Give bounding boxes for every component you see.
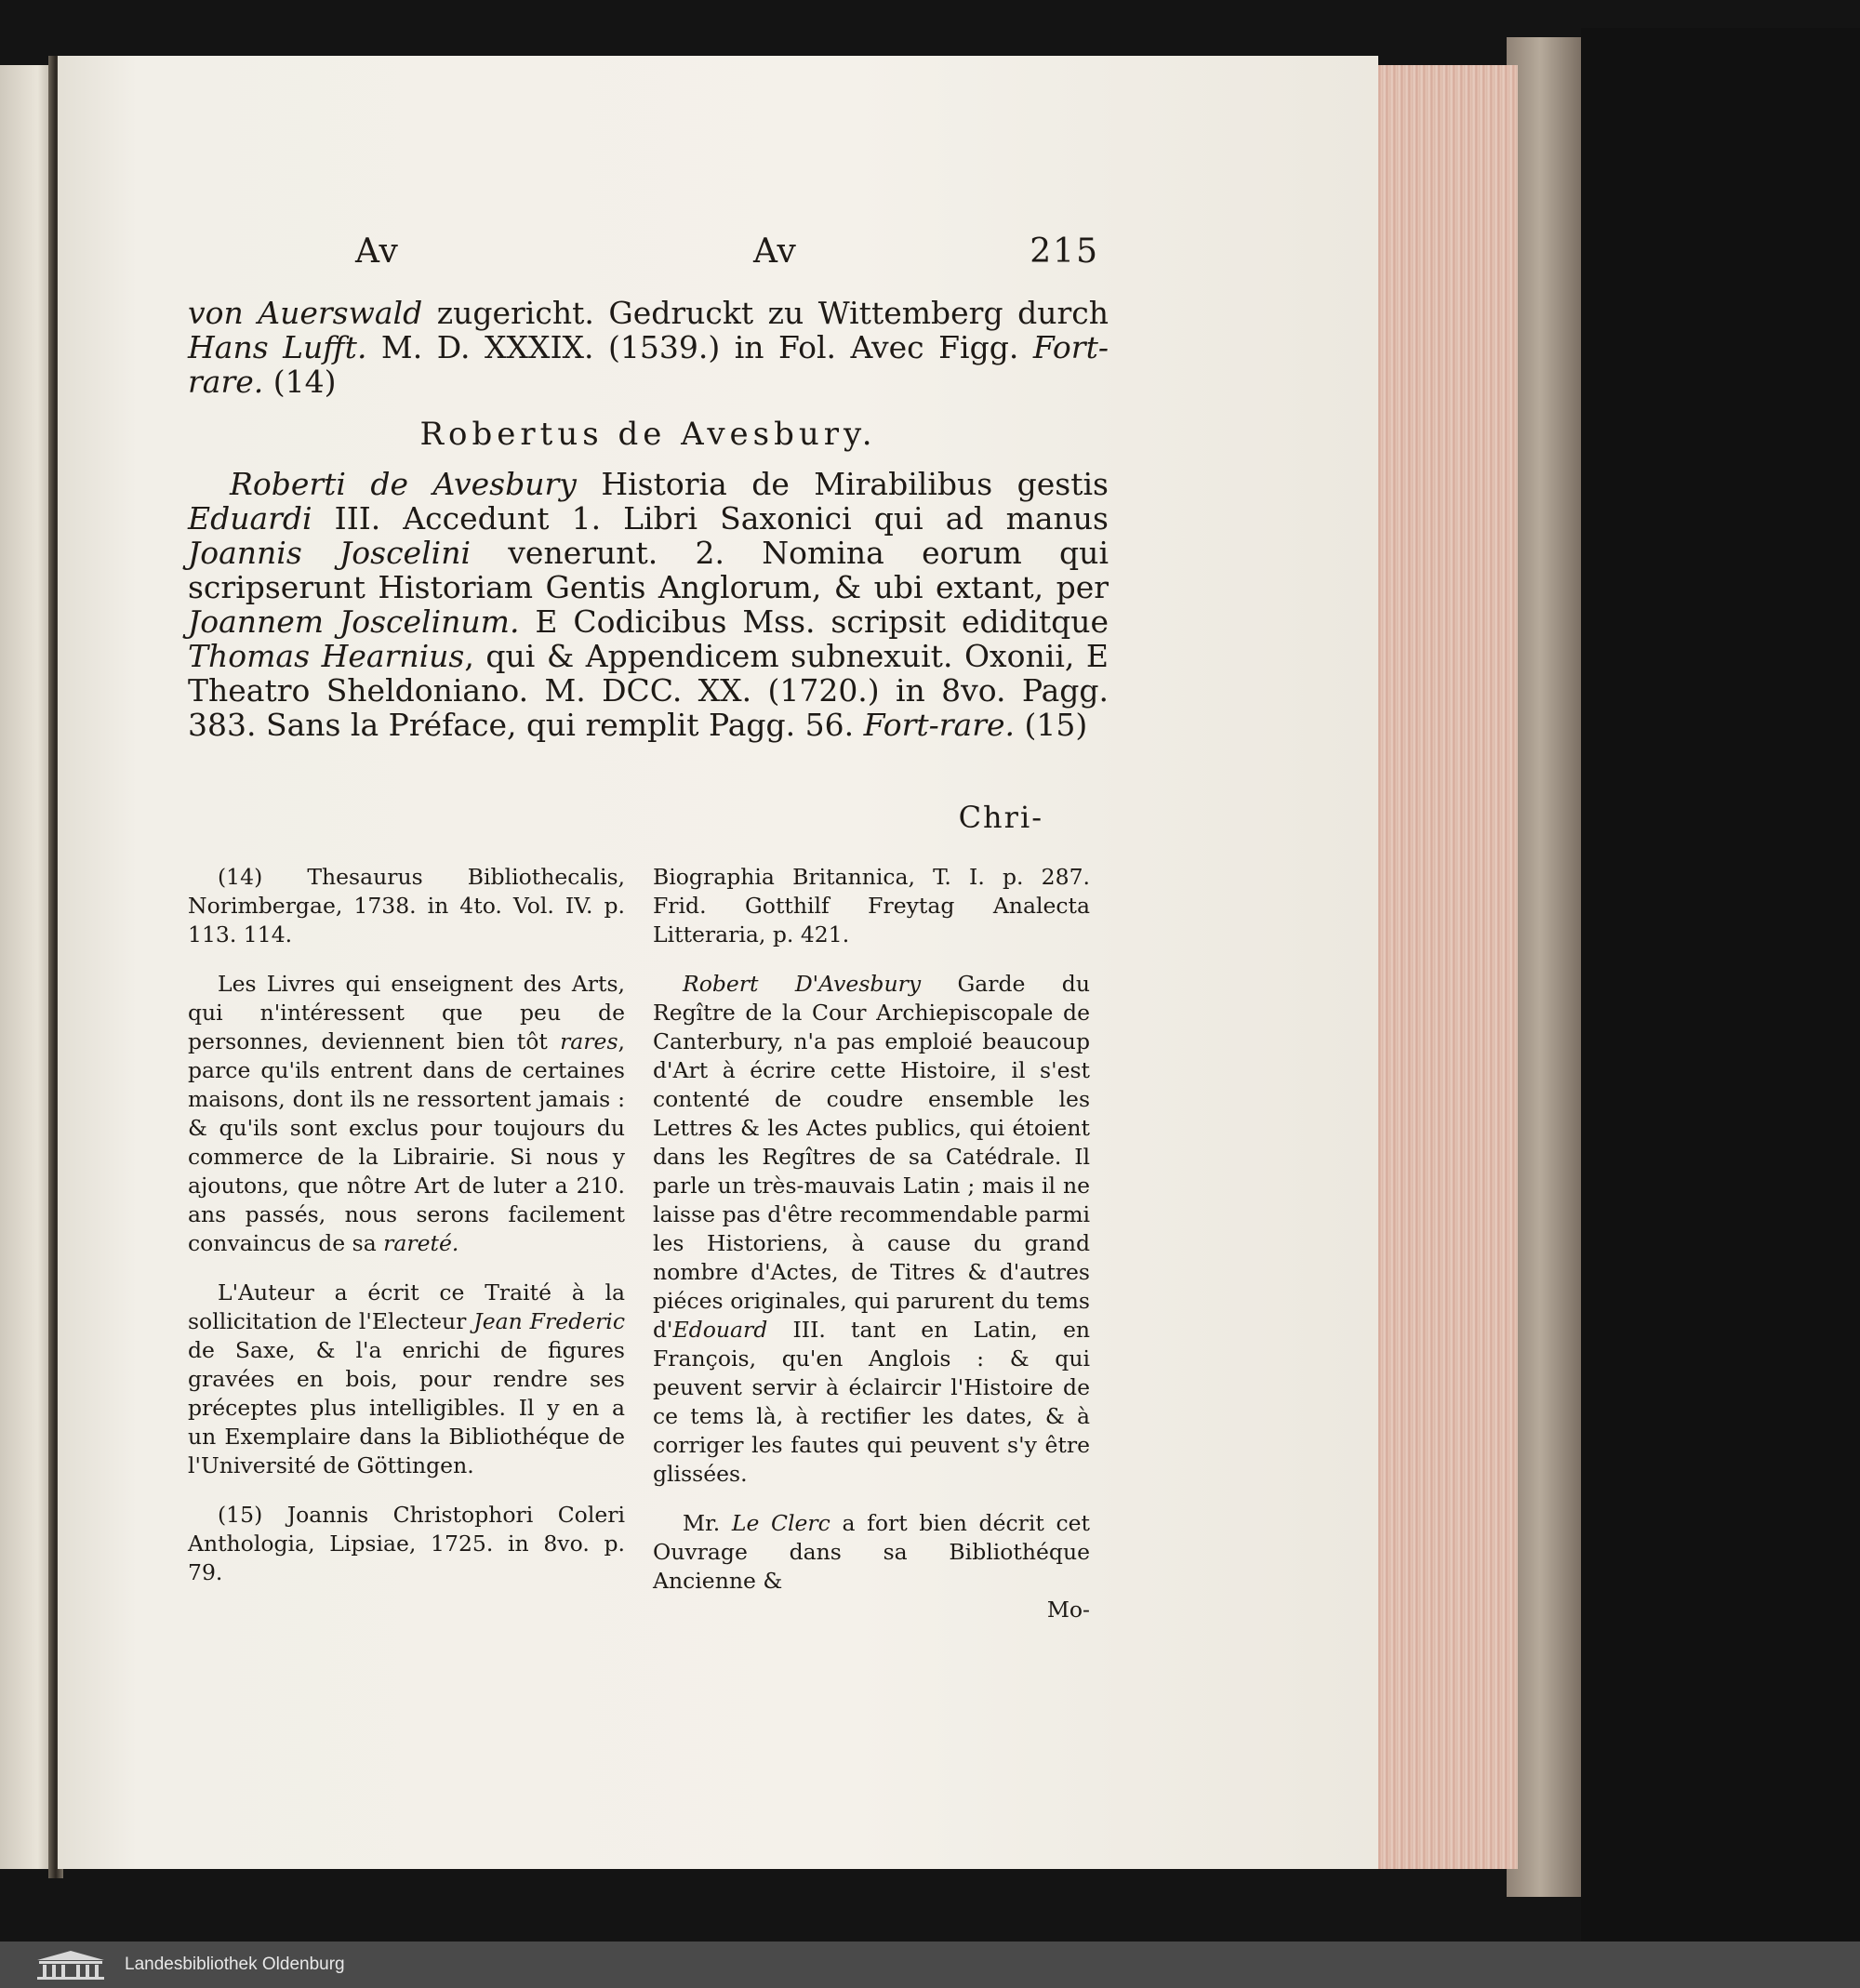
page-number: 215 (1030, 232, 1099, 271)
bibliographic-entry (188, 467, 1109, 742)
italic-run: Jean Frederic (473, 1308, 625, 1334)
footnotes-left-column (188, 863, 625, 1608)
running-head-left: Av (355, 232, 399, 271)
main-text (188, 296, 1109, 742)
text-run: III. tant en Latin, en François, qu'en Anglois : & qui peuvent servir à éclaircir l'Histoire de ce tems là, à rectifier les dates, & à corriger les fautes qui peuvent s'y être glissées. (653, 1317, 1090, 1487)
page-block-edge (1360, 65, 1518, 1869)
text-run: (14) (263, 364, 337, 400)
footnotes-right-column (653, 863, 1090, 1645)
background (1581, 28, 1860, 1943)
text-run: (15) Joannis Christophori Coleri Anthologia, Lipsiae, 1725. in 8vo. p. 79. (188, 1502, 625, 1585)
italic-run: Le Clerc (731, 1510, 830, 1536)
note-rarity (188, 970, 625, 1258)
note-le-clerc (653, 1509, 1090, 1596)
italic-run: Fort-rare. (188, 329, 1109, 400)
text-run: Les Livres qui enseignent des Arts, qui n'intéressent que peu de personnes, deviennent bien tôt (188, 971, 625, 1054)
running-head-center: Av (753, 232, 797, 271)
footnote-14 (188, 863, 625, 949)
text-run: venerunt. 2. Nomina eorum qui scripserunt Historiam Gentis Anglorum, & ubi extant, per (188, 535, 1109, 605)
text-run: de Saxe, & l'a enrichi de figures gravées en bois, pour rendre ses préceptes plus intelligibles. Il y en a un Exemplaire dans la Bibliothéque de l'Université de Göttingen. (188, 1337, 625, 1478)
text-run: Garde du Regître de la Cour Archiepiscopale de Canterbury, n'a pas emploié beaucoup d'Art à écrire cette Histoire, il s'est contenté de coudre ensemble les Lettres & les Actes publics, qui étoient dans les Regîtres de sa Catédrale. Il parle un très-mauvais Latin ; mais il ne laisse pas d'être recommendable parmi les Historiens, à cause du grand nombre d'Actes, de Titres & d'autres piéces originales, qui parurent du tems d' (653, 971, 1090, 1343)
italic-run: Eduardi (188, 500, 312, 537)
text-run: (14) Thesaurus Bibliothecalis, Norimbergae, 1738. in 4to. Vol. IV. p. 113. 114. (188, 864, 625, 948)
text-run: , qui & Appendicem subnexuit. Oxonii, E Theatro Sheldoniano. M. DCC. XX. (1720.) in 8vo. Pagg. 383. Sans la Préface, qui remplit Pagg. 56. (188, 638, 1109, 743)
text-run: Historia de Mirabilibus gestis (576, 466, 1109, 502)
library-name: Landesbibliothek Oldenburg (125, 1955, 345, 1974)
text-run: E Codicibus Mss. scripsit ediditque (519, 603, 1109, 640)
text-run: a fort bien décrit cet Ouvrage dans sa Bibliothéque Ancienne & (653, 1510, 1090, 1594)
italic-run: Robert D'Avesbury (683, 971, 922, 997)
catchword: Chri- (958, 800, 1043, 835)
note-avesbury (653, 970, 1090, 1489)
italic-run: Joannem Joscelinum. (188, 603, 520, 640)
footnote-continuation (653, 863, 1090, 949)
entry-continuation (188, 296, 1109, 399)
text-run: Biographia Britannica, T. I. p. 287. Frid. Gotthilf Freytag Analecta Litteraria, p. 421. (653, 864, 1090, 948)
text-run: (15) (1015, 707, 1088, 743)
italic-run: von (188, 295, 259, 331)
library-footer (0, 1942, 1860, 1988)
italic-run: Auerswald (258, 295, 423, 331)
entry-heading: Robertus de Avesbury. (419, 416, 877, 453)
italic-run: rares (560, 1028, 618, 1054)
left-page-edge (0, 65, 54, 1869)
text-run: M. D. XXXIX. (1539.) in Fol. Avec Figg. (366, 329, 1033, 365)
book-board (1507, 37, 1590, 1897)
italic-run: Hans Lufft. (188, 329, 367, 365)
text-run: zugericht. Gedruckt zu Wittemberg durch (422, 295, 1109, 331)
italic-run: Joannis Joscelini (188, 535, 471, 571)
text-run: L'Auteur a écrit ce Traité à la sollicitation de l'Electeur (188, 1279, 625, 1334)
italic-run: Fort-rare. (863, 707, 1016, 743)
text-run: , parce qu'ils entrent dans de certaines maisons, dont ils ne ressortent jamais : & qu'ils sont exclus pour toujours du commerce de la Librairie. Si nous y ajoutons, que nôtre Art de luter a 210. ans passés, nous serons facilement convaincus de sa (188, 1028, 625, 1256)
text-run: III. Accedunt 1. Libri Saxonici qui ad manus (312, 500, 1109, 537)
italic-run: Thomas Hearnius (188, 638, 465, 674)
footnote-15 (188, 1501, 625, 1587)
italic-run: Roberti de Avesbury (230, 466, 577, 502)
footnote-catchword: Mo- (1046, 1597, 1090, 1623)
footnote-divider (188, 842, 1109, 843)
book-page (58, 56, 1378, 1869)
italic-run: rareté. (383, 1230, 459, 1256)
library-building-icon (33, 1949, 108, 1981)
running-head (355, 232, 1099, 279)
italic-run: Edouard (672, 1317, 768, 1343)
note-author (188, 1279, 625, 1480)
text-run: Mr. (683, 1510, 732, 1536)
